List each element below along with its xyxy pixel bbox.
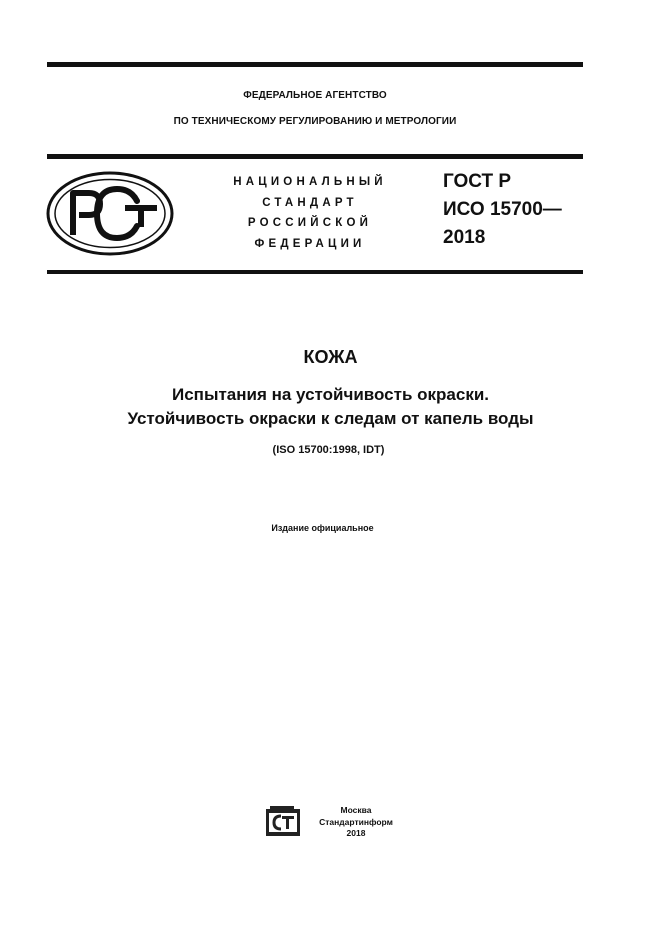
standard-designation [443, 168, 562, 252]
edition-note: Издание официальное [271, 523, 374, 533]
publisher-city: Москва [340, 805, 372, 815]
document-title: КОЖА [303, 347, 358, 367]
iso-reference: (ISO 15700:1998, IDT) [272, 444, 385, 456]
agency-line-2: ПО ТЕХНИЧЕСКОМУ РЕГУЛИРОВАНИЮ И МЕТРОЛОГИИ [173, 116, 457, 127]
agency-line-1: ФЕДЕРАЛЬНОЕ АГЕНТСТВО [243, 90, 387, 101]
standartinform-logo-icon [265, 806, 301, 838]
publisher-name: Стандартинформ [319, 816, 393, 827]
designation-line-3: 2018 [443, 227, 486, 248]
document-subtitle-line-2: Устойчивость окраски к следам от капель воды [127, 409, 534, 428]
publisher-year: 2018 [346, 828, 366, 838]
designation-line-2: ИСО 15700— [443, 199, 562, 220]
national-standard-label [210, 172, 410, 254]
header-divider-rule [47, 154, 583, 159]
national-standard-line-1: НАЦИОНАЛЬНЫЙ [233, 176, 387, 188]
designation-line-1: ГОСТ Р [443, 171, 512, 192]
national-standard-line-2: СТАНДАРТ [262, 196, 358, 209]
header-bottom-rule [47, 270, 583, 274]
national-standard-line-4: ФЕДЕРАЦИИ [254, 237, 366, 250]
national-standard-line-3: РОССИЙСКОЙ [247, 217, 373, 229]
top-rule [47, 62, 583, 67]
publisher-block [313, 805, 399, 840]
rst-certification-mark-icon [45, 171, 175, 256]
document-subtitle-line-1: Испытания на устойчивость окраски. [172, 385, 489, 404]
